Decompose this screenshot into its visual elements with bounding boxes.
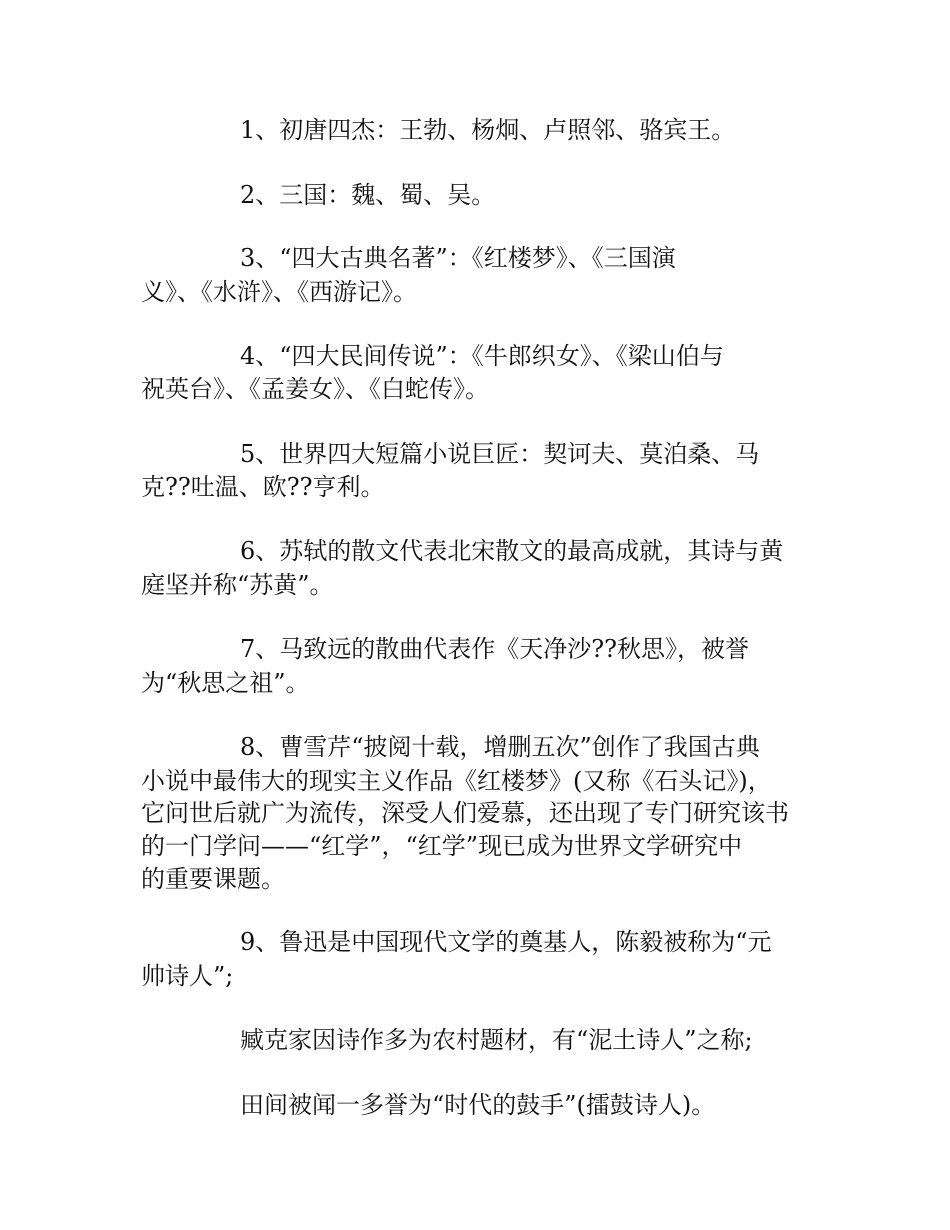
paragraph-4-line-2: 祝英台》、《孟姜女》、《白蛇传》。 — [141, 375, 489, 403]
paragraph-8-line-1: 8、曹雪芹“披阅十载，增删五次”创作了我国古典 — [240, 733, 760, 761]
paragraph-5-line-2: 克??吐温、欧??亨利。 — [141, 473, 385, 501]
paragraph-8-line-3: 它问世后就广为流传，深受人们爱慕，还出现了专门研究该书 — [141, 799, 789, 827]
paragraph-5-line-1: 5、世界四大短篇小说巨匠：契诃夫、莫泊桑、马 — [240, 440, 760, 468]
paragraph-9-line-1: 9、鲁迅是中国现代文学的奠基人，陈毅被称为“元 — [240, 928, 772, 956]
paragraph-2-line-1: 2、三国：魏、蜀、吴。 — [240, 181, 496, 209]
paragraph-10-line-1: 臧克家因诗作多为农村题材，有“泥土诗人”之称; — [240, 1026, 753, 1054]
paragraph-4-line-1: 4、“四大民间传说”：《牛郎织女》、《梁山伯与 — [240, 342, 724, 370]
paragraph-8-line-4: 的一门学问——“红学”，“红学”现已成为世界文学研究中 — [141, 832, 743, 860]
paragraph-6-line-1: 6、苏轼的散文代表北宋散文的最高成就，其诗与黄 — [240, 537, 784, 565]
paragraph-9-line-2: 帅诗人”; — [141, 962, 234, 990]
paragraph-11-line-1: 田间被闻一多誉为“时代的鼓手”(擂鼓诗人)。 — [240, 1091, 716, 1119]
paragraph-6-line-2: 庭坚并称“苏黄”。 — [141, 571, 334, 599]
paragraph-7-line-1: 7、马致远的散曲代表作《天净沙??秋思》，被誉 — [240, 635, 750, 663]
paragraph-8-line-2: 小说中最伟大的现实主义作品《红楼梦》(又称《石头记》)， — [141, 767, 772, 795]
paragraph-7-line-2: 为“秋思之祖”。 — [141, 669, 310, 697]
paragraph-8-line-5: 的重要课题。 — [141, 865, 285, 893]
paragraph-3-line-1: 3、“四大古典名著”：《红楼梦》、《三国演 — [240, 244, 676, 272]
paragraph-1-line-1: 1、初唐四杰：王勃、杨炯、卢照邻、骆宾王。 — [240, 116, 736, 144]
paragraph-3-line-2: 义》、《水浒》、《西游记》。 — [141, 278, 417, 306]
